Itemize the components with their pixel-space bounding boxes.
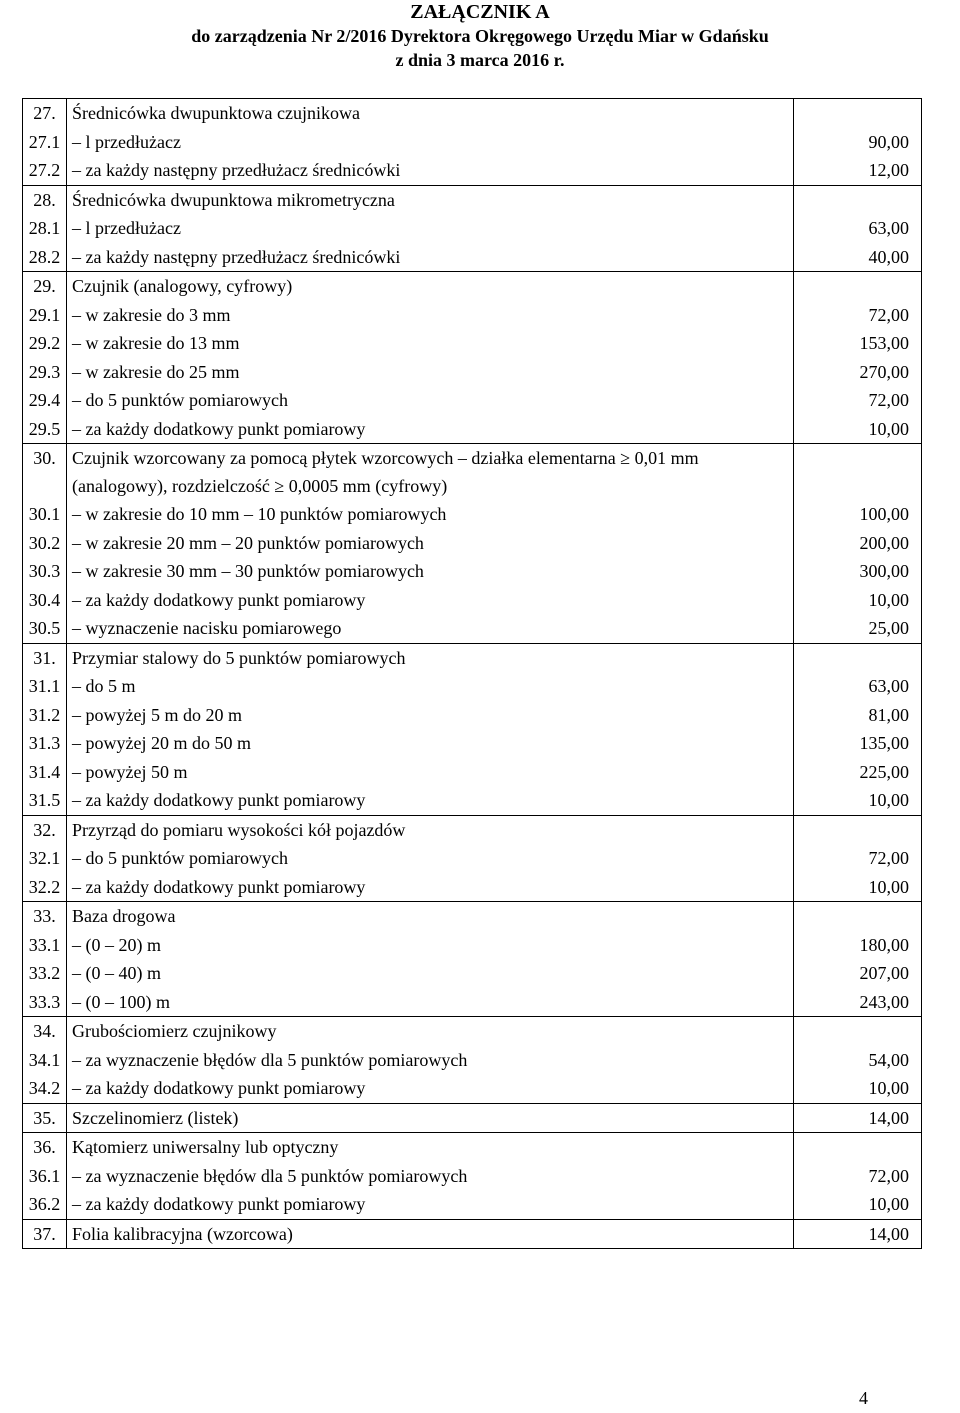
item-description: – za wyznaczenie błędów dla 5 punktów pomiarowych [67, 1046, 794, 1075]
item-number: 31.5 [23, 786, 67, 815]
table-row [23, 1046, 922, 1075]
table-row [23, 586, 922, 615]
item-number: 27.2 [23, 156, 67, 185]
item-number: 34. [23, 1017, 67, 1046]
item-number: 27. [23, 99, 67, 128]
item-number: 32.1 [23, 844, 67, 873]
item-description: – wyznaczenie nacisku pomiarowego [67, 614, 794, 643]
item-description: Czujnik (analogowy, cyfrowy) [67, 272, 794, 301]
table-row [23, 529, 922, 558]
item-description: Grubościomierz czujnikowy [67, 1017, 794, 1046]
page-number: 4 [859, 1388, 868, 1408]
item-description: – w zakresie 20 mm – 20 punktów pomiarowych [67, 529, 794, 558]
item-description: – w zakresie do 13 mm [67, 329, 794, 358]
table-row [23, 1162, 922, 1191]
item-description: Przyrząd do pomiaru wysokości kół pojazdów [67, 815, 794, 844]
item-description: – do 5 m [67, 672, 794, 701]
item-description: – za każdy dodatkowy punkt pomiarowy [67, 415, 794, 444]
item-price [794, 902, 922, 931]
fee-table [22, 98, 922, 1249]
item-description: – l przedłużacz [67, 214, 794, 243]
table-row [23, 99, 922, 128]
item-number: 34.2 [23, 1074, 67, 1103]
item-price [794, 643, 922, 672]
table-row [23, 214, 922, 243]
item-number: 31.3 [23, 729, 67, 758]
item-number: 31.2 [23, 701, 67, 730]
item-price [794, 185, 922, 214]
table-row [23, 873, 922, 902]
item-number: 30.5 [23, 614, 67, 643]
item-price: 25,00 [794, 614, 922, 643]
item-price: 10,00 [794, 873, 922, 902]
table-row [23, 643, 922, 672]
item-price: 10,00 [794, 1190, 922, 1219]
item-description: – za każdy dodatkowy punkt pomiarowy [67, 873, 794, 902]
item-price: 10,00 [794, 786, 922, 815]
table-row [23, 185, 922, 214]
item-description: Czujnik wzorcowany za pomocą płytek wzorcowych – działka elementarna ≥ 0,01 mm (analogowy), rozdzielczość ≥ 0,0005 mm (cyfrowy) [67, 444, 794, 501]
item-description: – do 5 punktów pomiarowych [67, 844, 794, 873]
item-number: 30.1 [23, 500, 67, 529]
item-number: 36. [23, 1133, 67, 1162]
item-price: 72,00 [794, 1162, 922, 1191]
item-description: – w zakresie 30 mm – 30 punktów pomiarowych [67, 557, 794, 586]
item-number: 32.2 [23, 873, 67, 902]
table-row [23, 301, 922, 330]
item-description: – (0 – 100) m [67, 988, 794, 1017]
item-number: 29.3 [23, 358, 67, 387]
annex-date: z dnia 3 marca 2016 r. [395, 50, 565, 70]
item-price: 10,00 [794, 1074, 922, 1103]
table-row [23, 902, 922, 931]
item-price [794, 1017, 922, 1046]
item-description: – (0 – 20) m [67, 931, 794, 960]
item-price [794, 815, 922, 844]
table-row [23, 672, 922, 701]
item-number: 30.2 [23, 529, 67, 558]
item-price [794, 1133, 922, 1162]
table-row [23, 614, 922, 643]
item-number: 29.5 [23, 415, 67, 444]
table-row [23, 959, 922, 988]
item-description: – powyżej 5 m do 20 m [67, 701, 794, 730]
item-price: 225,00 [794, 758, 922, 787]
item-price: 90,00 [794, 128, 922, 157]
item-description: Średnicówka dwupunktowa czujnikowa [67, 99, 794, 128]
item-price: 243,00 [794, 988, 922, 1017]
item-price: 14,00 [794, 1103, 922, 1133]
item-number: 31.4 [23, 758, 67, 787]
item-description: – za każdy dodatkowy punkt pomiarowy [67, 586, 794, 615]
document-header [0, 0, 960, 72]
table-row [23, 386, 922, 415]
item-description: – w zakresie do 25 mm [67, 358, 794, 387]
item-description: Przymiar stalowy do 5 punktów pomiarowych [67, 643, 794, 672]
item-description: – w zakresie do 10 mm – 10 punktów pomiarowych [67, 500, 794, 529]
item-price [794, 99, 922, 128]
table-row [23, 988, 922, 1017]
item-description: Kątomierz uniwersalny lub optyczny [67, 1133, 794, 1162]
item-number: 34.1 [23, 1046, 67, 1075]
table-row [23, 329, 922, 358]
item-description: – za każdy następny przedłużacz średnicówki [67, 156, 794, 185]
item-number: 33.3 [23, 988, 67, 1017]
item-description: – l przedłużacz [67, 128, 794, 157]
item-price: 72,00 [794, 386, 922, 415]
item-number: 32. [23, 815, 67, 844]
item-price: 10,00 [794, 415, 922, 444]
item-description: – powyżej 20 m do 50 m [67, 729, 794, 758]
item-number: 29.2 [23, 329, 67, 358]
item-number: 33.2 [23, 959, 67, 988]
item-description: – (0 – 40) m [67, 959, 794, 988]
table-row [23, 931, 922, 960]
item-description: – za każdy dodatkowy punkt pomiarowy [67, 786, 794, 815]
item-price: 200,00 [794, 529, 922, 558]
item-price: 54,00 [794, 1046, 922, 1075]
table-row [23, 1190, 922, 1219]
item-number: 28.2 [23, 243, 67, 272]
item-price: 10,00 [794, 586, 922, 615]
item-description: – za każdy następny przedłużacz średnicówki [67, 243, 794, 272]
item-price: 207,00 [794, 959, 922, 988]
table-row [23, 444, 922, 501]
item-number: 31.1 [23, 672, 67, 701]
item-number: 30. [23, 444, 67, 501]
item-price: 40,00 [794, 243, 922, 272]
table-row [23, 758, 922, 787]
table-row [23, 844, 922, 873]
item-price [794, 272, 922, 301]
table-row [23, 815, 922, 844]
table-row [23, 557, 922, 586]
table-row [23, 1133, 922, 1162]
table-row [23, 128, 922, 157]
item-number: 36.1 [23, 1162, 67, 1191]
table-row [23, 786, 922, 815]
item-price: 63,00 [794, 214, 922, 243]
table-row [23, 729, 922, 758]
item-price: 180,00 [794, 931, 922, 960]
table-row [23, 358, 922, 387]
item-number: 29.1 [23, 301, 67, 330]
item-number: 30.3 [23, 557, 67, 586]
table-row [23, 1219, 922, 1249]
item-description: – za każdy dodatkowy punkt pomiarowy [67, 1074, 794, 1103]
item-number: 29. [23, 272, 67, 301]
item-price: 72,00 [794, 844, 922, 873]
item-description: – za każdy dodatkowy punkt pomiarowy [67, 1190, 794, 1219]
item-number: 35. [23, 1103, 67, 1133]
item-number: 36.2 [23, 1190, 67, 1219]
table-row [23, 272, 922, 301]
table-row [23, 500, 922, 529]
item-price: 135,00 [794, 729, 922, 758]
item-number: 28.1 [23, 214, 67, 243]
item-price: 270,00 [794, 358, 922, 387]
item-description: – powyżej 50 m [67, 758, 794, 787]
item-number: 33.1 [23, 931, 67, 960]
item-price: 12,00 [794, 156, 922, 185]
annex-title: ZAŁĄCZNIK A [410, 1, 550, 23]
item-description: Baza drogowa [67, 902, 794, 931]
table-row [23, 156, 922, 185]
item-price: 14,00 [794, 1219, 922, 1249]
item-price: 63,00 [794, 672, 922, 701]
table-row [23, 1103, 922, 1133]
item-description: – w zakresie do 3 mm [67, 301, 794, 330]
item-description: – do 5 punktów pomiarowych [67, 386, 794, 415]
item-description: – za wyznaczenie błędów dla 5 punktów pomiarowych [67, 1162, 794, 1191]
item-number: 33. [23, 902, 67, 931]
item-price: 100,00 [794, 500, 922, 529]
item-description: Średnicówka dwupunktowa mikrometryczna [67, 185, 794, 214]
item-price: 81,00 [794, 701, 922, 730]
table-row [23, 701, 922, 730]
table-row [23, 243, 922, 272]
item-number: 30.4 [23, 586, 67, 615]
item-number: 37. [23, 1219, 67, 1249]
item-description: Szczelinomierz (listek) [67, 1103, 794, 1133]
item-number: 28. [23, 185, 67, 214]
item-number: 31. [23, 643, 67, 672]
table-row [23, 415, 922, 444]
table-row [23, 1074, 922, 1103]
annex-subtitle: do zarządzenia Nr 2/2016 Dyrektora Okręgowego Urzędu Miar w Gdańsku [191, 26, 769, 46]
item-price: 300,00 [794, 557, 922, 586]
item-number: 27.1 [23, 128, 67, 157]
item-description: Folia kalibracyjna (wzorcowa) [67, 1219, 794, 1249]
item-price [794, 444, 922, 501]
table-row [23, 1017, 922, 1046]
item-price: 153,00 [794, 329, 922, 358]
item-number: 29.4 [23, 386, 67, 415]
item-price: 72,00 [794, 301, 922, 330]
